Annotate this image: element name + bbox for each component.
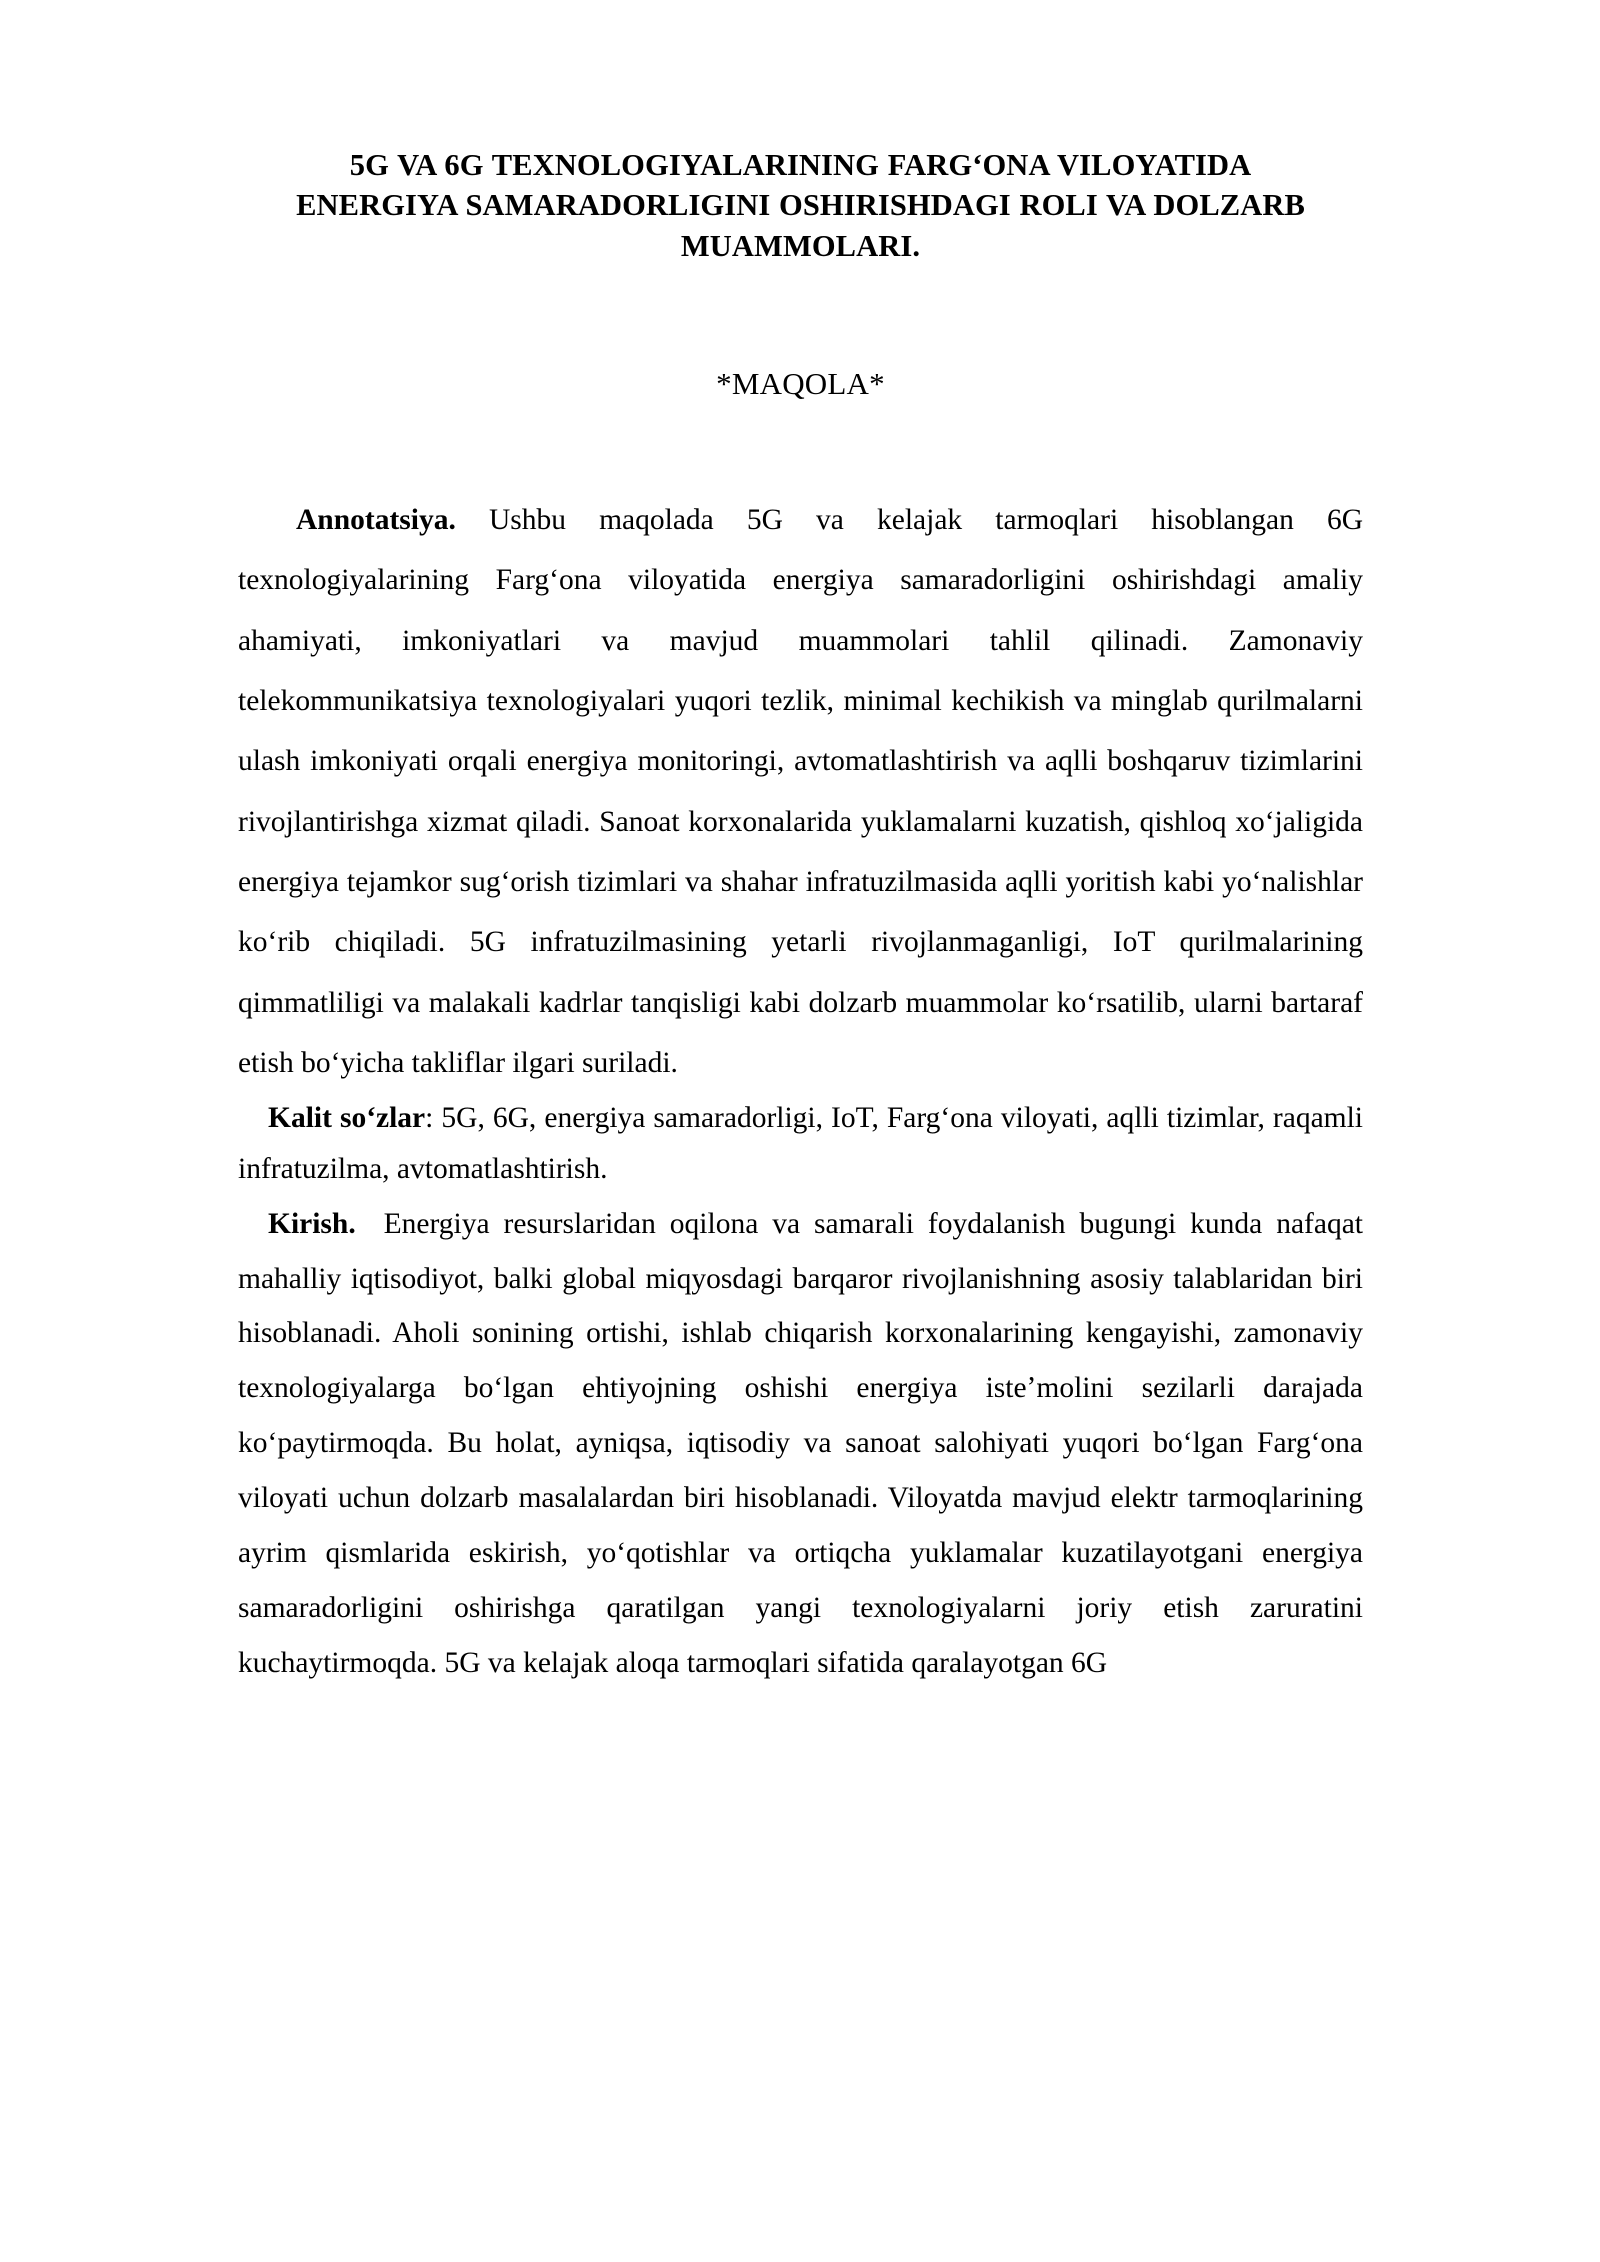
document-body bbox=[238, 404, 1363, 1690]
introduction-lead-label: Kirish. bbox=[268, 1207, 356, 1240]
abstract-text: Ushbu maqolada 5G va kelajak tarmoqlari hisoblangan 6G texnologiyalarining Fargʻona viloyatida energiya samaradorligini oshirishdagi amaliy ahamiyati, imkoniyatlari va mavjud muammolari tahlil qilinadi. Zamonaviy telekommunikatsiya texnologiyalari yuqori tezlik, minimal kechikish va minglab qurilmalarni ulash imkoniyati orqali energiya monitoringi, avtomatlashtirish va aqlli boshqaruv tizimlarini rivojlantirishga xizmat qiladi. Sanoat korxonalarida yuklamalarni kuzatish, qishloq xoʻjaligida energiya tejamkor sugʻorish tizimlari va shahar infratuzilmasida aqlli yoritish kabi yoʻnalishlar koʻrib chiqiladi. 5G infratuzilmasining yetarli rivojlanmaganligi, IoT qurilmalarining qimmatliligi va malakali kadrlar tanqisligi kabi dolzarb muammolar koʻrsatilib, ularni bartaraf etish boʻyicha takliflar ilgari suriladi. bbox=[238, 504, 1364, 1079]
keywords-lead-label: Kalit soʻzlar bbox=[268, 1102, 426, 1135]
keywords-paragraph bbox=[238, 1093, 1363, 1194]
document-content-column bbox=[238, 0, 1363, 1690]
introduction-text: Energiya resurslaridan oqilona va samarali foydalanish bugungi kunda nafaqat mahalliy iqtisodiyot, balki global miqyosdagi barqaror rivojlanishning asosiy talablaridan biri hisoblanadi. Aholi sonining ortishi, ishlab chiqarish korxonalarining kengayishi, zamonaviy texnologiyalarga boʻlgan ehtiyojning oshishi energiya isteʼmolini sezilarli darajada koʻpaytirmoqda. Bu holat, ayniqsa, iqtisodiy va sanoat salohiyati yuqori boʻlgan Fargʻona viloyati uchun dolzarb masalalardan biri hisoblanadi. Viloyatda mavjud elektr tarmoqlarining ayrim qismlarida eskirish, yoʻqotishlar va ortiqcha yuklamalar kuzatilayotgani energiya samaradorligini oshirishga qaratilgan yangi texnologiyalarni joriy etish zaruratini kuchaytirmoqda. 5G va kelajak aloqa tarmoqlari sifatida qaralayotgan 6G bbox=[238, 1207, 1363, 1679]
page-title-line-1: 5G VA 6G TEXNOLOGIYALARINING FARGʻONA VILOYATIDA bbox=[349, 148, 1252, 182]
article-type-label: *MAQOLA* bbox=[716, 365, 885, 401]
abstract-lead-label: Annotatsiya. bbox=[296, 504, 456, 537]
abstract-paragraph bbox=[238, 490, 1363, 1093]
introduction-paragraph bbox=[238, 1197, 1363, 1691]
subheading-row bbox=[238, 266, 1363, 404]
page-title-line-2: ENERGIYA SAMARADORLIGINI OSHIRISHDAGI ROLI VA DOLZARB bbox=[296, 188, 1305, 223]
keywords-text: : 5G, 6G, energiya samaradorligi, IoT, Fargʻona viloyati, aqlli tizimlar, raqamli infratuzilma, avtomatlashtirish. bbox=[238, 1102, 1363, 1185]
page-title-line-3: MUAMMOLARI. bbox=[680, 228, 921, 263]
page-title bbox=[238, 0, 1363, 266]
